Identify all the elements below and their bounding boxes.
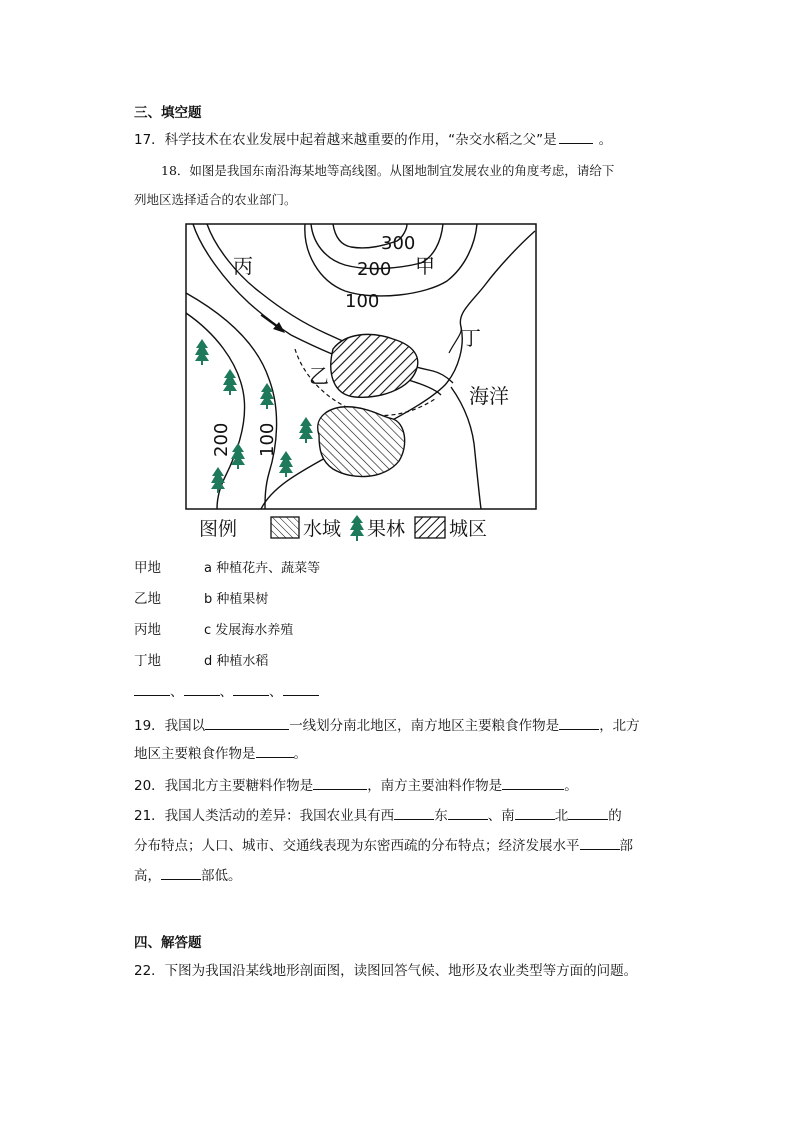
q19-text-2: 一线划分南北地区，南方地区主要粮食作物是 bbox=[289, 718, 560, 734]
place-label-ocean: 海洋 bbox=[469, 384, 509, 408]
section-title-fill-blank: 三、填空题 bbox=[134, 105, 202, 121]
q21-blank-2[interactable] bbox=[448, 806, 488, 820]
q21-blank-5[interactable] bbox=[580, 836, 620, 850]
q21-blank-3[interactable] bbox=[515, 806, 555, 820]
q20-text-2: ，南方主要油料作物是 bbox=[367, 778, 503, 794]
q21-text-2: 东 bbox=[434, 808, 448, 824]
option-right-a: a 种植花卉、蔬菜等 bbox=[204, 561, 321, 576]
river-bank-a bbox=[193, 224, 291, 335]
option-right-c: c 发展海水养殖 bbox=[204, 623, 294, 638]
map-legend bbox=[197, 513, 507, 543]
q17-text: 17．科学技术在农业发展中起着越来越重要的作用，“杂交水稻之父”是 bbox=[134, 132, 557, 148]
q17-blank[interactable] bbox=[559, 130, 593, 144]
section-title-answer: 四、解答题 bbox=[134, 935, 202, 951]
contour-label-300: 300 bbox=[381, 233, 416, 254]
tree-icon bbox=[279, 451, 293, 477]
option-left-2: 乙地 bbox=[134, 591, 161, 607]
q21-text-7: 部 bbox=[619, 838, 633, 854]
tree-icon bbox=[299, 417, 313, 443]
tree-icon bbox=[231, 443, 245, 469]
q19-text-5: 。 bbox=[293, 746, 307, 762]
q21-text-5: 的 bbox=[608, 808, 622, 824]
q21-text-3: 、南 bbox=[487, 808, 515, 824]
question-22: 22．下图为我国沿某线地形剖面图，读图回答气候、地形及农业类型等方面的问题。 bbox=[134, 963, 638, 979]
q19-blank-2[interactable] bbox=[559, 716, 599, 730]
question-17 bbox=[134, 130, 612, 149]
question-21-line3 bbox=[134, 866, 242, 885]
question-18-line1: 18．如图是我国东南沿海某地等高线图。从图地制宜发展农业的角度考虑，请给下 bbox=[161, 163, 615, 178]
q17-text-end: 。 bbox=[598, 132, 613, 148]
question-19-line2 bbox=[134, 744, 307, 763]
q18-sep-1: 、 bbox=[170, 684, 184, 700]
q18-sep-3: 、 bbox=[269, 684, 283, 700]
option-right-b: b 种植果树 bbox=[204, 592, 269, 607]
q21-blank-1[interactable] bbox=[394, 806, 434, 820]
water-area bbox=[318, 407, 405, 477]
q20-text-1: 20．我国北方主要糖料作物是 bbox=[134, 778, 314, 794]
option-right-d: d 种植水稻 bbox=[204, 654, 269, 669]
tree-icon bbox=[223, 369, 237, 395]
legend-title: 图例 bbox=[199, 518, 238, 540]
q21-text-6: 分布特点；人口、城市、交通线表现为东密西疏的分布特点；经济发展水平 bbox=[134, 838, 580, 854]
q21-blank-6[interactable] bbox=[161, 866, 201, 880]
place-label-jia: 甲 bbox=[415, 254, 435, 278]
q18-blank-2[interactable] bbox=[184, 682, 220, 696]
place-label-bing: 丙 bbox=[233, 254, 253, 278]
question-19-line1 bbox=[134, 716, 640, 735]
place-label-yi: 乙 bbox=[309, 364, 329, 388]
legend-city-swatch bbox=[415, 517, 445, 538]
q19-text-1: 19．我国以 bbox=[134, 718, 206, 734]
contour-label-200-left: 200 bbox=[211, 422, 232, 457]
contour-map bbox=[185, 223, 537, 511]
q19-blank-1[interactable] bbox=[205, 716, 289, 730]
legend-water-label: 水域 bbox=[303, 518, 342, 540]
question-21-line1 bbox=[134, 806, 622, 825]
q21-text-1: 21．我国人类活动的差异：我国农业具有西 bbox=[134, 808, 395, 824]
q21-text-8: 高， bbox=[134, 868, 161, 884]
option-left-3: 丙地 bbox=[134, 622, 161, 638]
coast-inlet bbox=[449, 327, 461, 353]
q18-blank-4[interactable] bbox=[283, 682, 319, 696]
q20-text-3: 。 bbox=[564, 778, 578, 794]
city-area-upper bbox=[331, 334, 418, 397]
tree-icon bbox=[211, 467, 225, 493]
legend-water-swatch bbox=[271, 517, 299, 538]
question-18-line2: 列地区选择适合的农业部门。 bbox=[134, 192, 297, 207]
q18-blank-1[interactable] bbox=[134, 682, 170, 696]
contour-label-200-top: 200 bbox=[357, 259, 392, 280]
q21-blank-4[interactable] bbox=[568, 806, 608, 820]
q18-answer-row bbox=[134, 682, 319, 701]
q20-blank-1[interactable] bbox=[313, 776, 367, 790]
place-label-ding: 丁 bbox=[461, 326, 481, 350]
question-20 bbox=[134, 776, 578, 795]
tree-icon bbox=[195, 339, 209, 365]
question-21-line2 bbox=[134, 836, 633, 855]
legend-tree-icon bbox=[350, 515, 364, 541]
q18-blank-3[interactable] bbox=[233, 682, 269, 696]
option-left-1: 甲地 bbox=[134, 560, 161, 576]
contour-label-100-top: 100 bbox=[345, 291, 380, 312]
contour-label-100-left: 100 bbox=[257, 422, 278, 457]
legend-orchard-label: 果林 bbox=[367, 518, 406, 540]
q19-blank-3[interactable] bbox=[256, 744, 294, 758]
legend-city-label: 城区 bbox=[449, 518, 488, 540]
q20-blank-2[interactable] bbox=[502, 776, 564, 790]
q19-text-3: ，北方 bbox=[599, 718, 640, 734]
option-left-4: 丁地 bbox=[134, 653, 161, 669]
q19-text-4: 地区主要粮食作物是 bbox=[134, 746, 256, 762]
q18-sep-2: 、 bbox=[219, 684, 233, 700]
q21-text-4: 北 bbox=[554, 808, 569, 824]
q21-text-9: 部低。 bbox=[201, 868, 242, 884]
